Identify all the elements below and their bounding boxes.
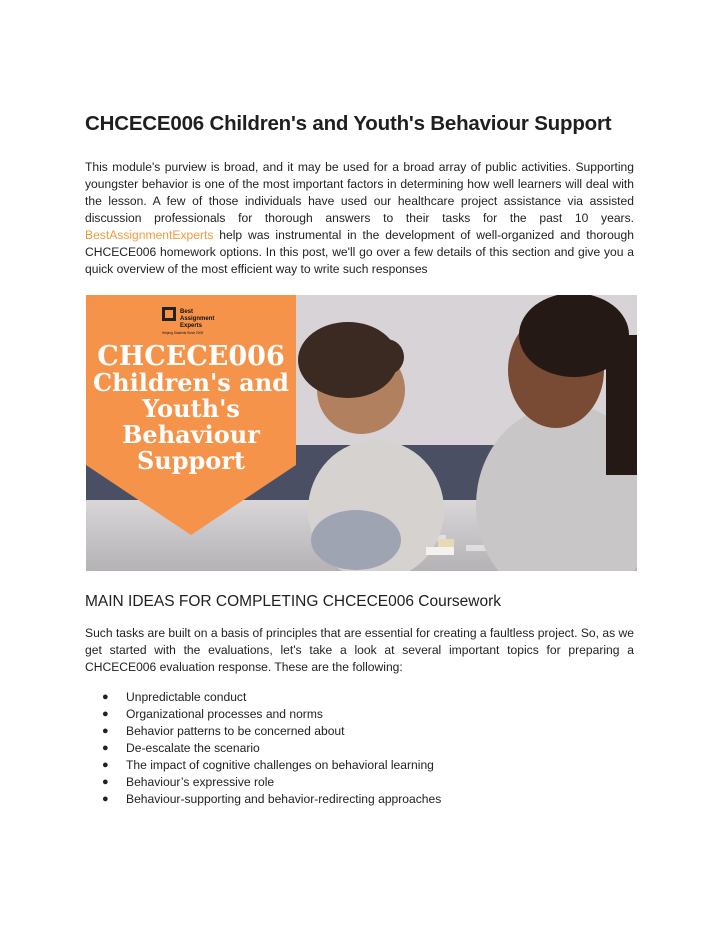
banner-heading-line-4: Behaviour <box>122 420 260 449</box>
list-item-text: Behaviour-supporting and behavior-redirecting approaches <box>126 792 442 806</box>
best-assignment-experts-link[interactable]: BestAssignmentExperts <box>85 228 214 242</box>
list-item <box>85 706 441 723</box>
list-item <box>85 723 441 740</box>
bullet-icon: ● <box>102 708 109 720</box>
topics-list <box>85 689 441 808</box>
banner-heading-line-2: Children's and <box>93 368 289 397</box>
list-item <box>85 689 441 706</box>
banner-image <box>86 295 637 571</box>
logo-text-3: Experts <box>180 323 203 329</box>
list-item-text: Behaviour’s expressive role <box>126 775 275 789</box>
intro-text-before-link: This module's purview is broad, and it may be used for a broad array of public activities. Supporting youngster behavior is one of the most important factors in determining how well learners will deal with the lesson. A few of those individuals have used our healthcare project assistance via assisted discussion professionals for thorough answers to their tasks for the past 10 years. <box>85 160 634 225</box>
list-item-text: De-escalate the scenario <box>126 741 260 755</box>
banner-heading-line-1: CHCECE006 <box>97 341 285 372</box>
bullet-icon: ● <box>102 776 109 788</box>
page-title: CHCECE006 Children's and Youth's Behaviour Support <box>85 112 612 135</box>
bullet-icon: ● <box>102 691 109 703</box>
list-item-text: Behavior patterns to be concerned about <box>126 724 345 738</box>
logo-text-2: Assignment <box>180 316 215 322</box>
banner-heading-line-3: Youth's <box>142 394 240 423</box>
list-item <box>85 740 441 757</box>
logo-tagline: Helping Students Since 2009 <box>162 331 204 335</box>
bullet-icon: ● <box>102 742 109 754</box>
list-item-text: Unpredictable conduct <box>126 690 247 704</box>
list-item <box>85 774 441 791</box>
list-item <box>85 757 441 774</box>
banner-heading-line-5: Support <box>136 446 246 475</box>
logo-text-1: Best <box>180 309 194 315</box>
bullet-icon: ● <box>102 759 109 771</box>
bullet-icon: ● <box>102 725 109 737</box>
list-item-text: The impact of cognitive challenges on behavioral learning <box>126 758 434 772</box>
list-item-text: Organizational processes and norms <box>126 707 323 721</box>
section-paragraph: Such tasks are built on a basis of principles that are essential for creating a faultless project. So, as we get started with the evaluations, let's take a look at several important topics for preparing a CHCECE006 evaluation response. These are the following: <box>85 626 634 674</box>
section-heading: MAIN IDEAS FOR COMPLETING CHCECE006 Coursework <box>85 593 502 610</box>
intro-paragraph <box>85 159 634 278</box>
intro-text-after-link: help was instrumental in the development of well-organized and thorough CHCECE006 homework options. In this post, we'll go over a few details of this section and give you a quick overview of the most efficient way to write such responses <box>85 228 634 276</box>
list-item <box>85 791 441 808</box>
bullet-icon: ● <box>102 793 109 805</box>
